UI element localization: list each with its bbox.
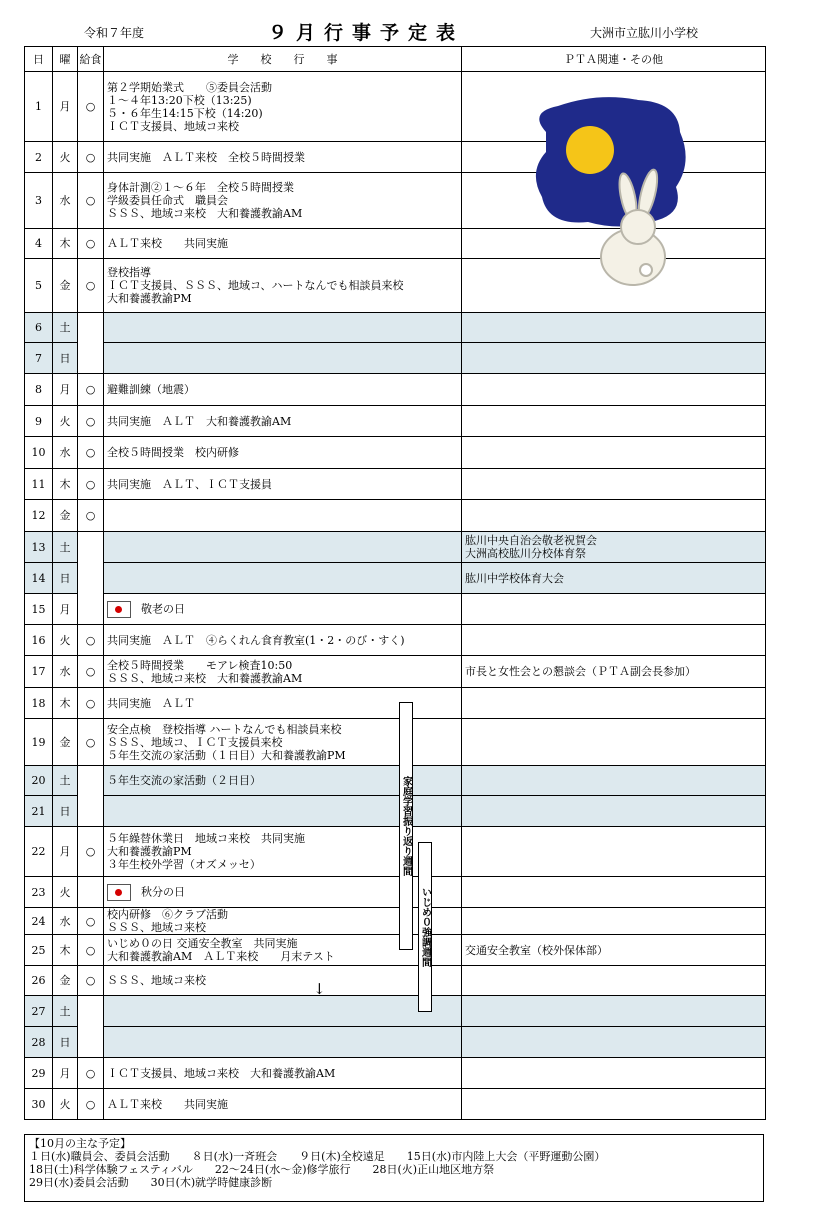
day-cell: 3 bbox=[25, 173, 53, 229]
day-cell: 1 bbox=[25, 72, 53, 142]
pta-cell bbox=[462, 313, 766, 343]
weekday-cell: 土 bbox=[53, 313, 78, 343]
weekday-cell: 火 bbox=[53, 142, 78, 173]
schedule-row bbox=[25, 437, 766, 469]
schedule-row bbox=[25, 1027, 766, 1058]
rabbit-tail bbox=[640, 264, 652, 276]
schedule-row bbox=[25, 313, 766, 343]
weekday-cell: 日 bbox=[53, 343, 78, 374]
footer-line-1: １日(水)職員会、委員会活動 ８日(水)一斉班会 ９日(木)全校遠足 15日(水)市内陸上大会（平野運動公園） bbox=[29, 1150, 606, 1163]
pta-cell bbox=[462, 908, 766, 935]
weekday-cell: 火 bbox=[53, 877, 78, 908]
pta-cell bbox=[462, 625, 766, 656]
schedule-row bbox=[25, 719, 766, 766]
schedule-row bbox=[25, 469, 766, 500]
col-school-events-header: 学 校 行 事 bbox=[104, 47, 462, 72]
weekday-cell: 月 bbox=[53, 594, 78, 625]
day-cell: 15 bbox=[25, 594, 53, 625]
pta-cell bbox=[462, 374, 766, 406]
lunch-cell bbox=[78, 766, 104, 827]
lunch-cell: ○ bbox=[78, 688, 104, 719]
schedule-row bbox=[25, 656, 766, 688]
lunch-cell bbox=[78, 313, 104, 374]
school-events-cell: ＩＣＴ支援員、地域コ来校 大和養護教諭AM bbox=[104, 1058, 462, 1089]
weekday-cell: 日 bbox=[53, 796, 78, 827]
day-cell: 22 bbox=[25, 827, 53, 877]
anti-bullying-week-note: いじめ０強調週間 bbox=[418, 842, 432, 1012]
holiday-label: 敬老の日 bbox=[141, 602, 185, 615]
schedule-row bbox=[25, 996, 766, 1027]
weekday-cell: 月 bbox=[53, 374, 78, 406]
pta-cell bbox=[462, 406, 766, 437]
weekday-cell: 火 bbox=[53, 625, 78, 656]
pta-cell bbox=[462, 1027, 766, 1058]
lunch-cell: ○ bbox=[78, 437, 104, 469]
japan-flag-icon bbox=[107, 884, 131, 901]
school-events-cell bbox=[104, 594, 462, 625]
day-cell: 11 bbox=[25, 469, 53, 500]
schedule-header-row bbox=[25, 47, 766, 72]
school-events-cell: 共同実施 ＡＬＴ、ＩＣＴ支援員 bbox=[104, 469, 462, 500]
day-cell: 14 bbox=[25, 563, 53, 594]
pta-cell bbox=[462, 1058, 766, 1089]
school-events-cell: ＡＬＴ来校 共同実施 bbox=[104, 229, 462, 259]
home-study-week-note: 家庭学習振り返り週間 bbox=[399, 702, 413, 950]
footer-line-3: 29日(水)委員会活動 30日(木)就学時健康診断 bbox=[29, 1176, 273, 1189]
day-cell: 6 bbox=[25, 313, 53, 343]
pta-cell: 市長と女性会との懇談会（ＰＴＡ副会長参加） bbox=[462, 656, 766, 688]
school-events-cell: 共同実施 ＡＬＴ来校 全校５時間授業 bbox=[104, 142, 462, 173]
weekday-cell: 木 bbox=[53, 688, 78, 719]
pta-cell bbox=[462, 594, 766, 625]
school-events-cell: 共同実施 ＡＬＴ ④らくれん食育教室(1・2・のび・すく) bbox=[104, 625, 462, 656]
schedule-row bbox=[25, 406, 766, 437]
school-events-cell: ５年生交流の家活動（２日目） bbox=[104, 766, 462, 796]
day-cell: 29 bbox=[25, 1058, 53, 1089]
day-cell: 17 bbox=[25, 656, 53, 688]
page-title: ９月行事予定表 bbox=[268, 22, 465, 44]
pta-cell bbox=[462, 343, 766, 374]
weekday-cell: 火 bbox=[53, 1089, 78, 1120]
pta-cell bbox=[462, 996, 766, 1027]
school-events-cell bbox=[104, 532, 462, 563]
lunch-cell: ○ bbox=[78, 1089, 104, 1120]
school-events-cell: 登校指導 ＩＣＴ支援員、ＳＳＳ、地域コ、ハートなんでも相談員来校 大和養護教諭PM bbox=[104, 259, 462, 313]
day-cell: 4 bbox=[25, 229, 53, 259]
schedule-row bbox=[25, 908, 766, 935]
col-pta-header: ＰＴＡ関連・その他 bbox=[462, 47, 766, 72]
school-events-cell: ＡＬＴ来校 共同実施 bbox=[104, 1089, 462, 1120]
school-events-cell bbox=[104, 343, 462, 374]
day-cell: 9 bbox=[25, 406, 53, 437]
col-dow-header: 曜 bbox=[53, 47, 78, 72]
school-events-cell: 共同実施 ＡＬＴ 大和養護教諭AM bbox=[104, 406, 462, 437]
day-cell: 16 bbox=[25, 625, 53, 656]
schedule-row bbox=[25, 796, 766, 827]
lunch-cell: ○ bbox=[78, 72, 104, 142]
pta-cell bbox=[462, 877, 766, 908]
october-preview-box bbox=[24, 1134, 764, 1202]
day-cell: 2 bbox=[25, 142, 53, 173]
pta-cell bbox=[462, 437, 766, 469]
day-cell: 18 bbox=[25, 688, 53, 719]
school-events-cell: 全校５時間授業 校内研修 bbox=[104, 437, 462, 469]
school-events-cell: 校内研修 ⑥クラブ活動 ＳＳＳ、地域コ来校 bbox=[104, 908, 462, 935]
day-cell: 7 bbox=[25, 343, 53, 374]
col-day-header: 日 bbox=[25, 47, 53, 72]
weekday-cell: 水 bbox=[53, 437, 78, 469]
lunch-cell: ○ bbox=[78, 469, 104, 500]
lunch-cell: ○ bbox=[78, 625, 104, 656]
lunch-cell: ○ bbox=[78, 656, 104, 688]
weekday-cell: 火 bbox=[53, 406, 78, 437]
lunch-cell: ○ bbox=[78, 142, 104, 173]
day-cell: 20 bbox=[25, 766, 53, 796]
col-lunch-header: 給食 bbox=[78, 47, 104, 72]
lunch-cell: ○ bbox=[78, 500, 104, 532]
lunch-cell bbox=[78, 532, 104, 625]
weekday-cell: 金 bbox=[53, 259, 78, 313]
weekday-cell: 月 bbox=[53, 827, 78, 877]
weekday-cell: 月 bbox=[53, 72, 78, 142]
moon-icon bbox=[566, 126, 614, 174]
day-cell: 28 bbox=[25, 1027, 53, 1058]
lunch-cell: ○ bbox=[78, 374, 104, 406]
school-events-cell: 身体計測②１～６年 全校５時間授業 学級委員任命式 職員会 ＳＳＳ、地域コ来校 大和養護教諭AM bbox=[104, 173, 462, 229]
day-cell: 24 bbox=[25, 908, 53, 935]
day-cell: 5 bbox=[25, 259, 53, 313]
lunch-cell bbox=[78, 877, 104, 908]
schedule-row bbox=[25, 500, 766, 532]
weekday-cell: 金 bbox=[53, 500, 78, 532]
pta-cell bbox=[462, 1089, 766, 1120]
schedule-row bbox=[25, 877, 766, 908]
pta-cell bbox=[462, 719, 766, 766]
pta-cell bbox=[462, 966, 766, 996]
school-events-cell: ＳＳＳ、地域コ来校 bbox=[104, 966, 462, 996]
school-events-cell: いじめ０の日 交通安全教室 共同実施 大和養護教諭AM ＡＬＴ来校 月末テスト bbox=[104, 935, 462, 966]
weekday-cell: 土 bbox=[53, 996, 78, 1027]
day-cell: 30 bbox=[25, 1089, 53, 1120]
moon-rabbit-illustration bbox=[528, 92, 688, 292]
day-cell: 12 bbox=[25, 500, 53, 532]
pta-cell bbox=[462, 500, 766, 532]
schedule-row bbox=[25, 374, 766, 406]
fiscal-year-label: 令和７年度 bbox=[84, 26, 145, 40]
lunch-cell: ○ bbox=[78, 406, 104, 437]
schedule-row bbox=[25, 935, 766, 966]
day-cell: 13 bbox=[25, 532, 53, 563]
pta-cell bbox=[462, 796, 766, 827]
weekday-cell: 土 bbox=[53, 532, 78, 563]
school-events-cell: 全校５時間授業 モアレ検査10:50 ＳＳＳ、地域コ来校 大和養護教諭AM bbox=[104, 656, 462, 688]
school-events-cell: 第２学期始業式 ⑤委員会活動 １～４年13:20下校（13:25) ５・６年生14:15下校（14:20) ＩＣＴ支援員、地域コ来校 bbox=[104, 72, 462, 142]
schedule-row bbox=[25, 966, 766, 996]
schedule-row bbox=[25, 594, 766, 625]
down-arrow-icon: ↓ bbox=[313, 980, 326, 998]
pta-cell bbox=[462, 766, 766, 796]
lunch-cell: ○ bbox=[78, 966, 104, 996]
weekday-cell: 木 bbox=[53, 935, 78, 966]
footer-line-2: 18日(土)科学体験フェスティバル 22～24日(水～金)修学旅行 28日(火)正山地区地方祭 bbox=[29, 1163, 495, 1176]
lunch-cell: ○ bbox=[78, 1058, 104, 1089]
lunch-cell: ○ bbox=[78, 908, 104, 935]
school-events-cell bbox=[104, 563, 462, 594]
lunch-cell: ○ bbox=[78, 229, 104, 259]
pta-cell bbox=[462, 469, 766, 500]
school-events-cell: ５年繰替休業日 地域コ来校 共同実施 大和養護教諭PM ３年生校外学習（オズメッセ） bbox=[104, 827, 462, 877]
pta-cell: 肱川中央自治会敬老祝賀会 大洲高校肱川分校体育祭 bbox=[462, 532, 766, 563]
day-cell: 8 bbox=[25, 374, 53, 406]
weekday-cell: 土 bbox=[53, 766, 78, 796]
pta-cell: 肱川中学校体育大会 bbox=[462, 563, 766, 594]
schedule-row bbox=[25, 563, 766, 594]
weekday-cell: 月 bbox=[53, 1058, 78, 1089]
weekday-cell: 日 bbox=[53, 1027, 78, 1058]
pta-cell: 交通安全教室（校外保体部） bbox=[462, 935, 766, 966]
schedule-row bbox=[25, 1058, 766, 1089]
schedule-row bbox=[25, 827, 766, 877]
weekday-cell: 木 bbox=[53, 469, 78, 500]
day-cell: 25 bbox=[25, 935, 53, 966]
school-events-cell: 共同実施 ＡＬＴ bbox=[104, 688, 462, 719]
school-events-cell bbox=[104, 1027, 462, 1058]
lunch-cell: ○ bbox=[78, 827, 104, 877]
holiday-label: 秋分の日 bbox=[141, 885, 185, 898]
weekday-cell: 金 bbox=[53, 966, 78, 996]
day-cell: 26 bbox=[25, 966, 53, 996]
weekday-cell: 水 bbox=[53, 656, 78, 688]
lunch-cell: ○ bbox=[78, 719, 104, 766]
weekday-cell: 水 bbox=[53, 173, 78, 229]
weekday-cell: 水 bbox=[53, 908, 78, 935]
day-cell: 21 bbox=[25, 796, 53, 827]
day-cell: 23 bbox=[25, 877, 53, 908]
schedule-row bbox=[25, 343, 766, 374]
schedule-row bbox=[25, 688, 766, 719]
school-events-cell: 避難訓練（地震） bbox=[104, 374, 462, 406]
schedule-row bbox=[25, 1089, 766, 1120]
school-events-cell bbox=[104, 313, 462, 343]
school-name: 大洲市立肱川小学校 bbox=[590, 26, 699, 40]
lunch-cell: ○ bbox=[78, 259, 104, 313]
japan-flag-icon bbox=[107, 601, 131, 618]
pta-cell bbox=[462, 827, 766, 877]
schedule-row bbox=[25, 766, 766, 796]
day-cell: 27 bbox=[25, 996, 53, 1027]
weekday-cell: 金 bbox=[53, 719, 78, 766]
schedule-row bbox=[25, 625, 766, 656]
lunch-cell bbox=[78, 996, 104, 1058]
footer-heading: 【10月の主な予定】 bbox=[29, 1137, 131, 1150]
lunch-cell: ○ bbox=[78, 173, 104, 229]
weekday-cell: 木 bbox=[53, 229, 78, 259]
pta-cell bbox=[462, 688, 766, 719]
school-events-cell bbox=[104, 996, 462, 1027]
weekday-cell: 日 bbox=[53, 563, 78, 594]
schedule-row bbox=[25, 532, 766, 563]
school-events-cell bbox=[104, 500, 462, 532]
day-cell: 10 bbox=[25, 437, 53, 469]
school-events-cell: 安全点検 登校指導 ハートなんでも相談員来校 ＳＳＳ、地域コ、ＩＣＴ支援員来校 ５年生交流の家活動（１日目）大和養護教諭PM bbox=[104, 719, 462, 766]
lunch-cell: ○ bbox=[78, 935, 104, 966]
rabbit-head bbox=[621, 210, 655, 244]
day-cell: 19 bbox=[25, 719, 53, 766]
